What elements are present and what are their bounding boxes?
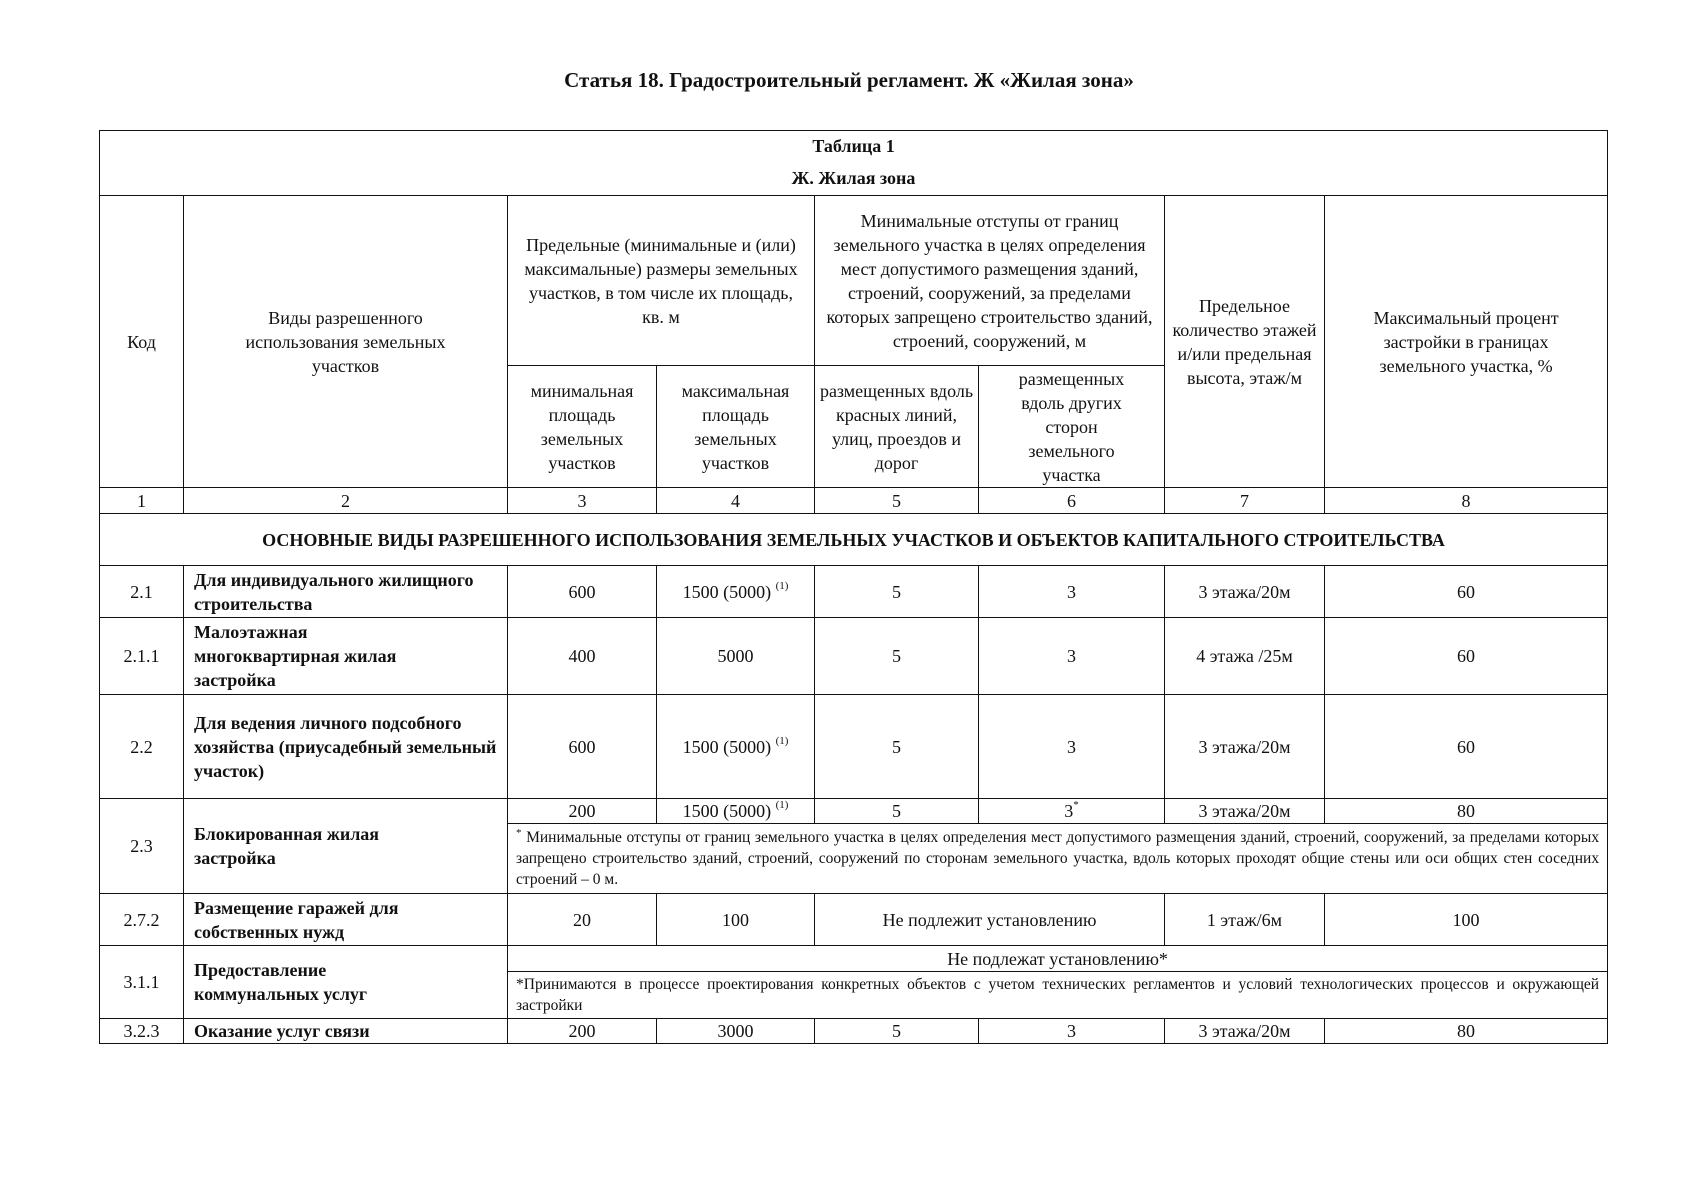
row-setback-red: 5 — [815, 618, 979, 695]
header-row-1 — [100, 196, 1608, 366]
row-coverage: 60 — [1325, 566, 1608, 618]
footnote-mark: (1) — [775, 734, 789, 747]
row-min-area: 200 — [508, 1019, 657, 1044]
row-coverage: 60 — [1325, 618, 1608, 695]
col-number: 3 — [508, 488, 657, 514]
row-name: Для индивидуального жилищного строительства — [184, 566, 508, 618]
row-name: Оказание услуг связи — [184, 1019, 508, 1044]
row-setback-red: 5 — [815, 1019, 979, 1044]
col-number: 1 — [100, 488, 184, 514]
section-row — [100, 514, 1608, 566]
footnote-mark: * — [1073, 799, 1079, 811]
row-max-area: 100 — [657, 894, 815, 946]
header-code: Код — [100, 196, 184, 488]
col-number: 8 — [1325, 488, 1608, 514]
header-setback-red: размещенных вдоль красных линий, улиц, проездов и дорог — [815, 366, 979, 488]
footnote-mark: (1) — [775, 799, 789, 811]
row-max-area-value: 1500 (5000) — [682, 801, 772, 821]
row-coverage: 100 — [1325, 894, 1608, 946]
zone-title-row — [100, 161, 1608, 196]
table-row — [100, 695, 1608, 799]
row-max-area-value: 1500 (5000) — [682, 581, 772, 602]
zone-title: Ж. Жилая зона — [100, 161, 1608, 196]
row-note — [508, 824, 1608, 894]
row-name: Для ведения личного подсобного хозяйства (приусадебный земельный участок) — [184, 695, 508, 799]
row-floors: 3 этажа/20м — [1165, 799, 1325, 824]
row-setback-red: 5 — [815, 799, 979, 824]
row-note-text: Минимальные отступы от границ земельного участка в целях определения мест допустимого размещения зданий, строений, сооружений, за пределами которых запрещено строительство зданий, строений, сооружений по сторонам земельного участка, вдоль которых проходят общие стены или оси общих стен соседних строений – 0 м. — [516, 829, 1600, 888]
table-row — [100, 1019, 1608, 1044]
footnote-mark: (1) — [775, 579, 789, 592]
row-setback-other: 3 — [979, 566, 1165, 618]
row-code: 2.7.2 — [100, 894, 184, 946]
row-note: *Принимаются в процессе проектирования конкретных объектов с учетом технических регламентов и условий технологических процессов и окружающей застройки — [508, 972, 1608, 1019]
row-setback-other: 3 — [979, 695, 1165, 799]
row-coverage: 80 — [1325, 1019, 1608, 1044]
table-caption-row — [100, 131, 1608, 162]
header-setback-other: размещенных вдоль других сторон земельного участка — [979, 366, 1165, 488]
row-max-area: 3000 — [657, 1019, 815, 1044]
row-min-area: 600 — [508, 566, 657, 618]
col-number: 5 — [815, 488, 979, 514]
row-floors: 3 этажа/20м — [1165, 1019, 1325, 1044]
row-setbacks: Не подлежит установлению — [815, 894, 1165, 946]
row-code: 3.1.1 — [100, 946, 184, 1019]
row-setback-other: 3 — [979, 618, 1165, 695]
col-number: 7 — [1165, 488, 1325, 514]
header-min-area: минимальная площадь земельных участков — [508, 366, 657, 488]
col-number: 4 — [657, 488, 815, 514]
header-setbacks-group: Минимальные отступы от границ земельного участка в целях определения мест допустимого размещения зданий, строений, сооружений, за пределами которых запрещено строительство зданий, строений, сооружений, м — [815, 196, 1165, 366]
header-floors: Предельное количество этажей и/или предельная высота, этаж/м — [1165, 196, 1325, 488]
row-floors: 1 этаж/6м — [1165, 894, 1325, 946]
row-max-area — [657, 566, 815, 618]
document-title: Статья 18. Градостроительный регламент. Ж «Жилая зона» — [564, 68, 1134, 92]
regulation-table — [99, 130, 1608, 1044]
row-max-area — [657, 799, 815, 824]
row-code: 2.2 — [100, 695, 184, 799]
row-min-area: 600 — [508, 695, 657, 799]
row-floors: 3 этажа/20м — [1165, 695, 1325, 799]
row-setback-red: 5 — [815, 695, 979, 799]
row-setback-red: 5 — [815, 566, 979, 618]
row-all-params: Не подлежат установлению* — [508, 946, 1608, 972]
row-min-area: 400 — [508, 618, 657, 695]
footnote-mark: * — [516, 827, 522, 839]
table-row — [100, 799, 1608, 824]
table-row — [100, 566, 1608, 618]
row-coverage: 60 — [1325, 695, 1608, 799]
row-name: Размещение гаражей для собственных нужд — [184, 894, 508, 946]
row-floors: 3 этажа/20м — [1165, 566, 1325, 618]
row-setback-other: 3 — [979, 1019, 1165, 1044]
row-name: Предоставление коммунальных услуг — [184, 946, 508, 1019]
col-number: 6 — [979, 488, 1165, 514]
section-title: ОСНОВНЫЕ ВИДЫ РАЗРЕШЕННОГО ИСПОЛЬЗОВАНИЯ ЗЕМЕЛЬНЫХ УЧАСТКОВ И ОБЪЕКТОВ КАПИТАЛЬНОГО СТРОИТЕЛЬСТВА — [100, 514, 1608, 566]
table-number: Таблица 1 — [100, 131, 1608, 162]
row-code: 2.1.1 — [100, 618, 184, 695]
header-max-area: максимальная площадь земельных участков — [657, 366, 815, 488]
row-code: 2.3 — [100, 799, 184, 894]
column-number-row — [100, 488, 1608, 514]
header-use-type: Виды разрешенного использования земельных участков — [184, 196, 508, 488]
row-setback-other — [979, 799, 1165, 824]
row-setback-other-value: 3 — [1064, 801, 1074, 821]
row-code: 2.1 — [100, 566, 184, 618]
table-row — [100, 618, 1608, 695]
header-coverage: Максимальный процент застройки в границах земельного участка, % — [1325, 196, 1608, 488]
row-max-area-value: 1500 (5000) — [682, 736, 772, 757]
row-min-area: 20 — [508, 894, 657, 946]
row-name: Блокированная жилая застройка — [184, 799, 508, 894]
table-row — [100, 894, 1608, 946]
row-floors: 4 этажа /25м — [1165, 618, 1325, 695]
row-code: 3.2.3 — [100, 1019, 184, 1044]
row-max-area: 5000 — [657, 618, 815, 695]
table-row — [100, 946, 1608, 972]
row-name: Малоэтажная многоквартирная жилая застройка — [184, 618, 508, 695]
header-sizes-group: Предельные (минимальные и (или) максимальные) размеры земельных участков, в том числе их площадь, кв. м — [508, 196, 815, 366]
col-number: 2 — [184, 488, 508, 514]
row-coverage: 80 — [1325, 799, 1608, 824]
row-max-area — [657, 695, 815, 799]
row-min-area: 200 — [508, 799, 657, 824]
